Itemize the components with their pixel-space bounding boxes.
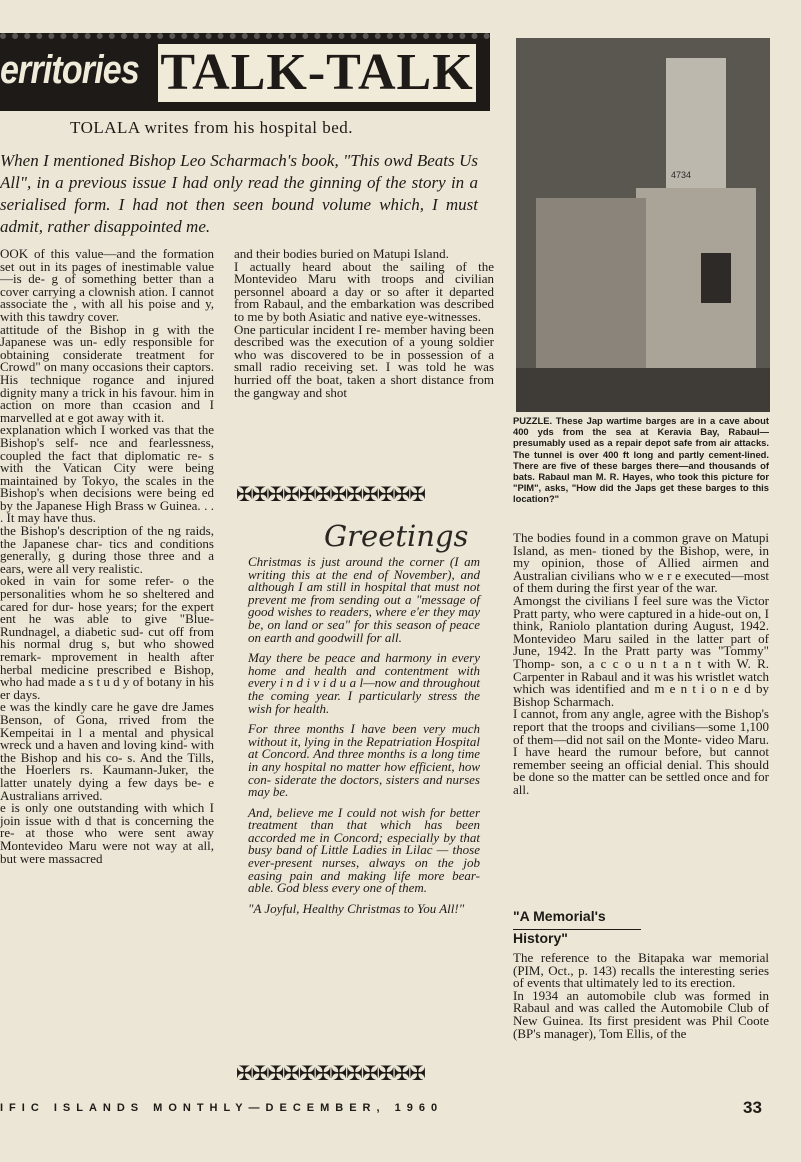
- col1-paragraph: OOK of this value—and the formation set out in its pages of inestimable value—is de- g of something better than a cover carrying a clownish ation. I cannot associate the , with all his poise and y, with this tawdry cover.: [0, 246, 214, 324]
- greetings-paragraph: "A Joyful, Healthy Christmas to You All!": [248, 900, 465, 916]
- col1-paragraph: e is only one outstanding with which I join issue with d that is concerning the re- at those who were sent away Montevideo Maru were not way at all, but were massacred: [0, 800, 214, 866]
- decorative-star-rule: ✠✠✠✠✠✠✠✠✠✠✠✠: [236, 1061, 426, 1085]
- byline: TOLALA writes from his hospital bed.: [70, 118, 354, 137]
- photo-caption: PUZZLE. These Jap wartime barges are in a cave about 400 yds from the sea at Keravia Bay, Rabaul—presumably used as a repair depot safe from air attacks. The tunnel is over 400 ft long and partly cement-lined. There are five of these barges there—and thousands of bats. Rabaul man M. R. Hayes, who took this picture for "PIM", asks, "How did the Japs get these barges to this location?": [513, 415, 769, 505]
- col1-paragraph: oked in vain for some refer- o the personalities whom he so sheltered and cared for dur- hose years; for the expert ent he was able to give "Blue- Rundnagel, a diabetic sud- cut off from his normal drug s, but who showed remark- mprovement in health after herbal medicine prescribed e Bishop, who had made a s t u d y of botany in his er days.: [0, 573, 214, 702]
- decorative-star-rule: ✠✠✠✠✠✠✠✠✠✠✠✠: [236, 482, 426, 506]
- col1-paragraph: the Bishop's description of the ng raids, the Japanese char- tics and conditions generally, g during those three and a ears, were all very realistic.: [0, 523, 214, 576]
- cave-barge-photo: [516, 38, 770, 412]
- masthead-talk-talk: TALK-TALK: [158, 44, 476, 102]
- greetings-paragraph: May there be peace and harmony in every home and health and contentment with every i n d i v i d u a l—now and throughout the coming year. I particularly stress the wish for health.: [248, 650, 480, 716]
- col1-paragraph: explanation which I worked vas that the Bishop's self- nce and fearlessness, coupled the fact that diplomatic re- s with the Vatican City were being maintained by Tokyo, the scales in the Bishop's when decisions were being ed by the Japanese High Brass w Guinea. . . . It may have thus.: [0, 422, 214, 526]
- memorial-body: [513, 952, 769, 1040]
- column-2: [234, 248, 494, 399]
- greetings-paragraph: Christmas is just around the corner (I am writing this at the end of November), and although I am still in hospital that must not prevent me from sending out a "message of good wishes to readers, where e'er they may be, on land or sea" for this season of peace on earth and goodwill for all.: [248, 554, 480, 645]
- photo-plate-number: 4734: [671, 170, 692, 180]
- intro-paragraph: When I mentioned Bishop Leo Scharmach's book, "This owd Beats Us All", in a previous issue I had only read the ginning of the story in a serialised form. I had not then seen bound volume which, I must admit, rather disappointed me.: [0, 151, 478, 236]
- col1-paragraph: e was the kindly care he gave dre James Benson, of Gona, rrived from the Kempeitai in l a mental and physical wreck und a haven and loving kind- with the Bishop and his co- s. And the Tills, the Hoerlers rs. Kaumann-Juker, the latter unately dying a few days be- e Australians arrived.: [0, 699, 214, 803]
- col2-paragraph: I actually heard about the sailing of the Montevideo Maru with troops and civilian personnel aboard a day or so after it departed from Rabaul, and the embarkation was described to me by both Asiatic and native eye-witnesses.: [234, 258, 494, 324]
- col3-paragraph: I cannot, from any angle, agree with the Bishop's report that the troops and civilians—some 1,100 of them—did not sail on the Monte- video Maru. I have heard the rumour before, but cannot remember seeing an official denial. This should be done so the matter can be settled once and for all.: [513, 706, 769, 797]
- greetings-paragraph: And, believe me I could not wish for better treatment than that which has been accorded me in Concord; especially by that busy band of Little Ladies in Lilac — those ever-present nurses, always on the job easing pain and making life more bear- able. God bless every one of them.: [248, 804, 480, 896]
- memorial-paragraph: In 1934 an automobile club was formed in Rabaul and was called the Automobile Club of New Guinea. Its first president was Phil Coote (BP's manager), Tom Ellis, of the: [513, 987, 769, 1041]
- greetings-body: [248, 556, 480, 915]
- column-1: [0, 248, 214, 865]
- masthead-territories: erritories: [0, 48, 139, 92]
- col2-paragraph: and their bodies buried on Matupi Island.: [234, 246, 449, 261]
- photo-illustration: [516, 38, 770, 412]
- memorial-paragraph: The reference to the Bitapaka war memorial (PIM, Oct., p. 143) recalls the interesting series of events that ultimately led to its erection.: [513, 950, 769, 991]
- page-number: 33: [743, 1098, 762, 1117]
- memorial-heading-line2: History": [513, 930, 568, 946]
- col1-paragraph: attitude of the Bishop in g with the Japanese was un- edly responsible for obtaining considerate treatment for Crowd" on many occasions their captors. His technique rogance and injured dignity many a trick in his favour. him in action on more than ccasion and I marvelled at e got away with it.: [0, 321, 214, 425]
- greetings-heading: Greetings: [324, 519, 469, 553]
- greetings-paragraph: For three months I have been very much without it, lying in the Repatriation Hospital at Concord. And three months is a long time in any hospital no matter how efficient, how con- siderate the doctors, sisters and nurses may be.: [248, 721, 480, 800]
- memorial-heading-line1: "A Memorial's: [513, 908, 606, 924]
- col3-paragraph: The bodies found in a common grave on Matupi Island, as men- tioned by the Bishop, were, in my opinion, those of Allied airmen and Australian civilians who w e r e executed—most of them during the first year of the war.: [513, 530, 769, 596]
- page-footer: IFIC ISLANDS MONTHLY—DECEMBER, 1960: [0, 1102, 444, 1114]
- column-3: [513, 532, 769, 796]
- col3-paragraph: Amongst the civilians I feel sure was the Victor Pratt party, who were captured in a hide-out on, I think, Raniolo plantation during August, 1942. Montevideo Maru sailed in the latter part of June, 1942. In the Pratt party was "Tommy" Thomp- son, a c c o u n t a n t with W. R. Carpenter in Rabaul and it was his wristlet watch which was identified and m e n t i o n e d by Bishop Scharmach.: [513, 592, 769, 709]
- col2-paragraph: One particular incident I re- member having been described was the execution of a young soldier who was discovered to be in possession of a small radio receiving set. I was told he was hurried off the boat, taken a short distance from the gangway and shot: [234, 321, 494, 400]
